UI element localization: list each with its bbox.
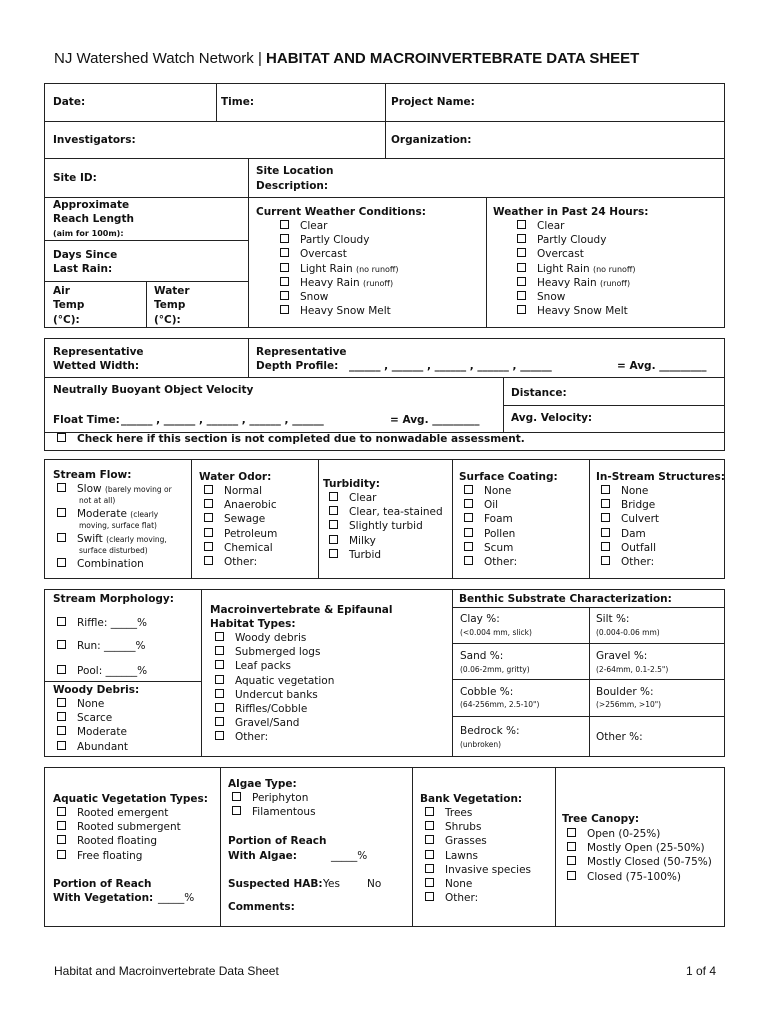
canopy-mostly-closed[interactable]: Mostly Closed (50-75%) [567, 855, 712, 869]
canopy-open[interactable]: Open (0-25%) [567, 827, 712, 841]
site-location-field[interactable]: Description: [256, 180, 329, 192]
bank-vegetation-title: Bank Vegetation: [420, 793, 523, 805]
checkbox[interactable] [204, 485, 213, 494]
site-location-label: Site Location [256, 165, 334, 177]
odor-sewage[interactable]: Sewage [204, 512, 277, 526]
aquatic-vegetation-title: Aquatic Vegetation Types: [53, 793, 208, 805]
stream-morphology-title: Stream Morphology: [53, 593, 174, 605]
checkbox[interactable] [517, 263, 526, 272]
flow-slow-note: not at all) [79, 496, 116, 505]
aqveg-rooted-floating[interactable]: Rooted floating [57, 834, 181, 848]
checkbox[interactable] [57, 698, 66, 707]
algae-type-title: Algae Type: [228, 778, 297, 790]
air-temp-field[interactable]: (°C): [53, 314, 80, 326]
odor-other[interactable]: Other: [204, 555, 277, 569]
bank-lawns[interactable]: Lawns [425, 849, 531, 863]
canopy-mostly-open[interactable]: Mostly Open (25-50%) [567, 841, 712, 855]
instream-bridge[interactable]: Bridge [601, 498, 659, 512]
wetted-width-field[interactable]: Wetted Width: [53, 360, 140, 372]
habitat-leaf-packs[interactable]: Leaf packs [215, 659, 334, 673]
current-weather-heavy-snow-melt[interactable]: Heavy Snow Melt [280, 304, 399, 318]
checkbox[interactable] [567, 828, 576, 837]
hab-no-option[interactable]: No [367, 878, 382, 890]
algae-filamentous[interactable]: Filamentous [232, 805, 316, 819]
checkbox[interactable] [601, 485, 610, 494]
depth-profile-blanks[interactable]: ______ , ______ , ______ , ______ , ______ [349, 360, 552, 372]
checkbox[interactable] [57, 835, 66, 844]
days-since-rain-field[interactable]: Last Rain: [53, 263, 113, 275]
tree-canopy-list [567, 827, 712, 884]
checkbox[interactable] [215, 632, 224, 641]
checkbox[interactable] [215, 646, 224, 655]
algae-type-list [232, 791, 316, 819]
checkbox[interactable] [204, 499, 213, 508]
checkbox[interactable] [425, 821, 434, 830]
checkbox[interactable] [280, 305, 289, 314]
hab-yes-option[interactable]: Yes [323, 878, 340, 890]
past-weather-list [517, 219, 636, 318]
checkbox[interactable] [57, 726, 66, 735]
checkbox[interactable] [57, 508, 66, 517]
checkbox[interactable] [57, 807, 66, 816]
days-since-label: Days Since [53, 249, 118, 261]
boulder-note: (>256mm, >10") [596, 700, 662, 709]
bank-grasses[interactable]: Grasses [425, 834, 531, 848]
checkbox[interactable] [57, 533, 66, 542]
habitat-riffles-cobble[interactable]: Riffles/Cobble [215, 702, 334, 716]
woody-abundant[interactable]: Abundant [57, 740, 128, 754]
depth-profile-avg[interactable]: = Avg. _________ [617, 360, 707, 372]
page-title: NJ Watershed Watch Network | HABITAT AND MACROINVERTEBRATE DATA SHEET [54, 50, 640, 67]
coating-oil[interactable]: Oil [464, 498, 517, 512]
current-weather-clear[interactable]: Clear [280, 219, 399, 233]
aquatic-vegetation-list [57, 806, 181, 863]
project-name-field[interactable]: Project Name: [391, 96, 475, 108]
silt-field[interactable]: Silt %: [596, 613, 630, 625]
float-time-avg[interactable]: = Avg. _________ [390, 414, 480, 426]
flow-swift-option[interactable]: Swift (clearly moving, [57, 532, 167, 546]
water-temp-label-2: Temp [154, 299, 186, 311]
coating-none[interactable]: None [464, 484, 517, 498]
checkbox[interactable] [425, 878, 434, 887]
bank-invasive-species[interactable]: Invasive species [425, 863, 531, 877]
checkbox[interactable] [517, 220, 526, 229]
velocity-title: Neutrally Buoyant Object Velocity [53, 384, 254, 396]
run-field[interactable]: Run: ______% [57, 639, 146, 653]
habitat-woody-debris[interactable]: Woody debris [215, 631, 334, 645]
habitat-submerged-logs[interactable]: Submerged logs [215, 645, 334, 659]
avg-velocity-field[interactable]: Avg. Velocity: [511, 412, 593, 424]
cobble-field[interactable]: Cobble %: [460, 686, 514, 698]
woody-debris-title: Woody Debris: [53, 684, 140, 696]
bedrock-field[interactable]: Bedrock %: [460, 725, 520, 737]
checkbox[interactable] [215, 717, 224, 726]
checkbox[interactable] [329, 535, 338, 544]
riffle-field[interactable]: Riffle: _____% [57, 616, 147, 630]
checkbox[interactable] [204, 513, 213, 522]
coating-other[interactable]: Other: [464, 555, 517, 569]
checkbox[interactable] [567, 871, 576, 880]
checkbox[interactable] [464, 528, 473, 537]
checkbox[interactable] [329, 492, 338, 501]
portion-algae-blank[interactable]: _____% [331, 850, 368, 862]
gravel-field[interactable]: Gravel %: [596, 650, 648, 662]
turbidity-slightly-turbid[interactable]: Slightly turbid [329, 519, 443, 533]
clay-field[interactable]: Clay %: [460, 613, 500, 625]
checkbox[interactable] [601, 542, 610, 551]
water-odor-title: Water Odor: [199, 471, 272, 483]
checkbox[interactable] [425, 892, 434, 901]
site-id-field[interactable]: Site ID: [53, 172, 97, 184]
water-temp-field[interactable]: (°C): [154, 314, 181, 326]
canopy-closed[interactable]: Closed (75-100%) [567, 870, 712, 884]
benthic-substrate-title: Benthic Substrate Characterization: [459, 593, 672, 605]
tree-canopy-title: Tree Canopy: [562, 813, 640, 825]
reach-length-note: (aim for 100m): [53, 229, 124, 238]
checkbox[interactable] [425, 850, 434, 859]
date-field[interactable]: Date: [53, 96, 86, 108]
instream-structures-list [601, 484, 659, 569]
checkbox[interactable] [425, 835, 434, 844]
instream-outfall[interactable]: Outfall [601, 541, 659, 555]
checkbox[interactable] [464, 499, 473, 508]
sand-field[interactable]: Sand %: [460, 650, 504, 662]
past-weather-light-rain[interactable]: Light Rain (no runoff) [517, 262, 636, 276]
turbidity-clear[interactable]: Clear [329, 491, 443, 505]
flow-slow-option[interactable]: Slow (barely moving or [57, 482, 172, 496]
woody-moderate[interactable]: Moderate [57, 725, 128, 739]
checkbox[interactable] [232, 806, 241, 815]
float-time-blanks[interactable]: ______ , ______ , ______ , ______ , ______ [121, 414, 324, 426]
current-weather-overcast[interactable]: Overcast [280, 247, 399, 261]
checkbox[interactable] [517, 291, 526, 300]
portion-vegetation-field[interactable]: With Vegetation: [53, 892, 154, 904]
checkbox[interactable] [601, 513, 610, 522]
checkbox[interactable] [57, 433, 66, 442]
checkbox[interactable] [601, 556, 610, 565]
odor-petroleum[interactable]: Petroleum [204, 527, 277, 541]
checkbox[interactable] [517, 277, 526, 286]
bank-other[interactable]: Other: [425, 891, 531, 905]
checkbox[interactable] [425, 864, 434, 873]
checkbox[interactable] [567, 842, 576, 851]
woody-scarce[interactable]: Scarce [57, 711, 128, 725]
bank-shrubs[interactable]: Shrubs [425, 820, 531, 834]
past-weather-partly-cloudy[interactable]: Partly Cloudy [517, 233, 636, 247]
water-odor-list [204, 484, 277, 569]
cobble-note: (64-256mm, 2.5-10") [460, 700, 540, 709]
woody-none[interactable]: None [57, 697, 128, 711]
depth-profile-field[interactable]: Depth Profile: [256, 360, 339, 372]
past-weather-overcast[interactable]: Overcast [517, 247, 636, 261]
checkbox[interactable] [57, 741, 66, 750]
checkbox[interactable] [567, 856, 576, 865]
current-weather-light-rain[interactable]: Light Rain (no runoff) [280, 262, 399, 276]
turbidity-list [329, 491, 443, 562]
checkbox[interactable] [601, 528, 610, 537]
checkbox[interactable] [464, 513, 473, 522]
checkbox[interactable] [280, 277, 289, 286]
other-substrate-field[interactable]: Other %: [596, 731, 643, 743]
checkbox[interactable] [57, 712, 66, 721]
reach-length-label: Approximate [53, 199, 130, 211]
portion-algae-field[interactable]: With Algae: [228, 850, 297, 862]
air-temp-label: Air [53, 285, 70, 297]
coating-foam[interactable]: Foam [464, 512, 517, 526]
gravel-note: (2-64mm, 0.1-2.5") [596, 665, 669, 674]
checkbox[interactable] [57, 665, 66, 674]
turbidity-tea-stained[interactable]: Clear, tea-stained [329, 505, 443, 519]
float-time-field[interactable]: Float Time: [53, 414, 120, 426]
surface-coating-title: Surface Coating: [459, 471, 558, 483]
sand-note: (0.06-2mm, gritty) [460, 665, 530, 674]
turbidity-turbid[interactable]: Turbid [329, 548, 443, 562]
checkbox[interactable] [329, 506, 338, 515]
depth-profile-label: Representative [256, 346, 347, 358]
checkbox[interactable] [517, 248, 526, 257]
checkbox[interactable] [425, 807, 434, 816]
past-weather-title: Weather in Past 24 Hours: [493, 206, 649, 218]
distance-field[interactable]: Distance: [511, 387, 567, 399]
checkbox[interactable] [464, 485, 473, 494]
checkbox[interactable] [215, 660, 224, 669]
algae-periphyton[interactable]: Periphyton [232, 791, 316, 805]
woody-debris-list [57, 697, 128, 754]
checkbox[interactable] [215, 689, 224, 698]
habitat-undercut-banks[interactable]: Undercut banks [215, 688, 334, 702]
turbidity-title: Turbidity: [323, 478, 380, 490]
reach-length-field[interactable]: Reach Length [53, 213, 134, 225]
past-weather-snow[interactable]: Snow [517, 290, 636, 304]
checkbox[interactable] [464, 542, 473, 551]
checkbox[interactable] [57, 617, 66, 626]
current-weather-list [280, 219, 399, 318]
surface-coating-list [464, 484, 517, 569]
checkbox[interactable] [215, 675, 224, 684]
current-weather-title: Current Weather Conditions: [256, 206, 426, 218]
investigators-field[interactable]: Investigators: [53, 134, 136, 146]
instream-none[interactable]: None [601, 484, 659, 498]
checkbox[interactable] [280, 291, 289, 300]
checkbox[interactable] [57, 821, 66, 830]
habitat-other[interactable]: Other: [215, 730, 334, 744]
checkbox[interactable] [57, 483, 66, 492]
comments-field[interactable]: Comments: [228, 901, 295, 913]
organization-field[interactable]: Organization: [391, 134, 472, 146]
coating-scum[interactable]: Scum [464, 541, 517, 555]
checkbox[interactable] [329, 549, 338, 558]
odor-normal[interactable]: Normal [204, 484, 277, 498]
macro-habitat-subtitle: Habitat Types: [210, 618, 296, 630]
silt-note: (0.004-0.06 mm) [596, 628, 660, 637]
macro-habitat-title: Macroinvertebrate & Epifaunal [210, 604, 393, 616]
checkbox[interactable] [464, 556, 473, 565]
stream-flow-title: Stream Flow: [53, 469, 132, 481]
checkbox[interactable] [204, 528, 213, 537]
nonwadable-checkbox-row[interactable]: Check here if this section is not completed due to nonwadable assessment. [57, 432, 525, 446]
checkbox[interactable] [280, 220, 289, 229]
bedrock-note: (unbroken) [460, 740, 502, 749]
checkbox[interactable] [280, 263, 289, 272]
instream-dam[interactable]: Dam [601, 527, 659, 541]
aqveg-free-floating[interactable]: Free floating [57, 849, 181, 863]
portion-vegetation-blank[interactable]: _____% [158, 892, 195, 904]
current-weather-heavy-rain[interactable]: Heavy Rain (runoff) [280, 276, 399, 290]
aqveg-rooted-emergent[interactable]: Rooted emergent [57, 806, 181, 820]
footer-title: Habitat and Macroinvertebrate Data Sheet [54, 964, 279, 978]
checkbox[interactable] [204, 556, 213, 565]
past-weather-clear[interactable]: Clear [517, 219, 636, 233]
checkbox[interactable] [517, 234, 526, 243]
odor-chemical[interactable]: Chemical [204, 541, 277, 555]
checkbox[interactable] [517, 305, 526, 314]
flow-combination-option[interactable]: Combination [57, 557, 144, 571]
past-weather-heavy-snow-melt[interactable]: Heavy Snow Melt [517, 304, 636, 318]
pool-field[interactable]: Pool: ______% [57, 664, 147, 678]
bank-trees[interactable]: Trees [425, 806, 531, 820]
coating-pollen[interactable]: Pollen [464, 527, 517, 541]
air-temp-label-2: Temp [53, 299, 85, 311]
boulder-field[interactable]: Boulder %: [596, 686, 654, 698]
flow-moderate-option[interactable]: Moderate (clearly [57, 507, 158, 521]
instream-structures-title: In-Stream Structures: [596, 471, 726, 483]
flow-moderate-note: moving, surface flat) [79, 521, 157, 530]
checkbox[interactable] [280, 234, 289, 243]
current-weather-snow[interactable]: Snow [280, 290, 399, 304]
suspected-hab-label: Suspected HAB: [228, 878, 323, 890]
bank-vegetation-list [425, 806, 531, 905]
instream-other[interactable]: Other: [601, 555, 659, 569]
checkbox[interactable] [204, 542, 213, 551]
flow-swift-note: surface disturbed) [79, 546, 148, 555]
macro-habitat-list [215, 631, 334, 745]
checkbox[interactable] [215, 731, 224, 740]
habitat-aquatic-vegetation[interactable]: Aquatic vegetation [215, 674, 334, 688]
portion-vegetation-label: Portion of Reach [53, 878, 152, 890]
bank-none[interactable]: None [425, 877, 531, 891]
turbidity-milky[interactable]: Milky [329, 534, 443, 548]
odor-anaerobic[interactable]: Anaerobic [204, 498, 277, 512]
checkbox[interactable] [57, 558, 66, 567]
clay-note: (<0.004 mm, slick) [460, 628, 532, 637]
water-temp-label: Water [154, 285, 190, 297]
checkbox[interactable] [215, 703, 224, 712]
time-field[interactable]: Time: [221, 96, 255, 108]
checkbox[interactable] [57, 850, 66, 859]
instream-culvert[interactable]: Culvert [601, 512, 659, 526]
page-number: 1 of 4 [686, 964, 717, 978]
checkbox[interactable] [329, 520, 338, 529]
checkbox[interactable] [232, 792, 241, 801]
past-weather-heavy-rain[interactable]: Heavy Rain (runoff) [517, 276, 636, 290]
checkbox[interactable] [57, 640, 66, 649]
wetted-width-label: Representative [53, 346, 144, 358]
portion-algae-label: Portion of Reach [228, 835, 327, 847]
checkbox[interactable] [601, 499, 610, 508]
habitat-gravel-sand[interactable]: Gravel/Sand [215, 716, 334, 730]
aqveg-rooted-submergent[interactable]: Rooted submergent [57, 820, 181, 834]
checkbox[interactable] [280, 248, 289, 257]
current-weather-partly-cloudy[interactable]: Partly Cloudy [280, 233, 399, 247]
